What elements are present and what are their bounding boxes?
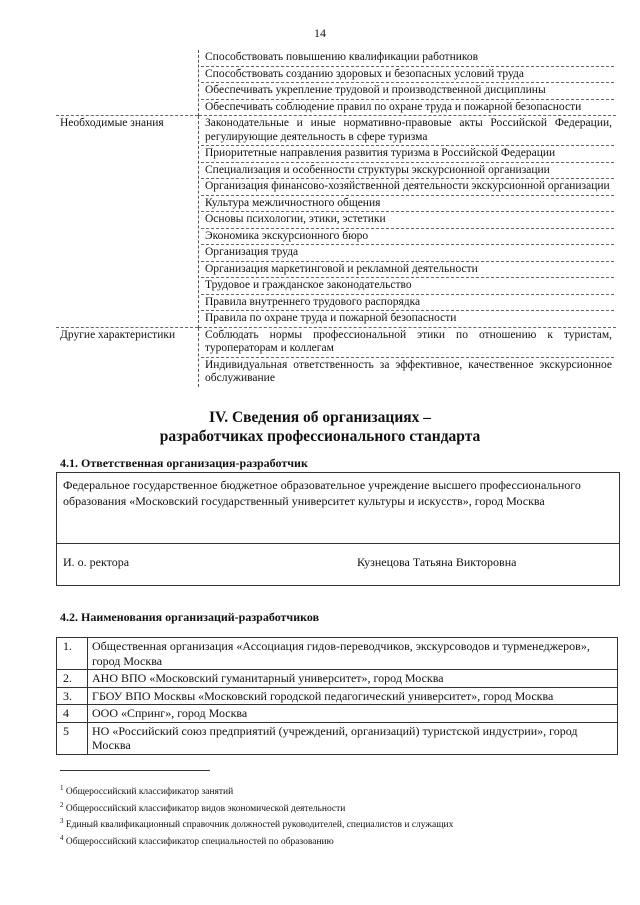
developer-row xyxy=(57,638,618,670)
competency-label xyxy=(56,50,199,116)
competency-label: Необходимые знания xyxy=(60,117,164,129)
competency-item: Основы психологии, этики, эстетики xyxy=(201,212,614,229)
competency-item: Организация финансово-хозяйственной деятельности экскурсионной организации xyxy=(201,179,614,196)
footnote xyxy=(60,799,453,816)
page-number: 14 xyxy=(314,26,326,40)
competency-item: Культура межличностного общения xyxy=(201,196,614,213)
footnote-mark: 4 xyxy=(60,833,64,842)
developer-row xyxy=(57,687,618,705)
section-title-line2: разработчиках профессионального стандарта xyxy=(159,428,481,445)
developers-table xyxy=(56,637,618,755)
competency-items xyxy=(199,116,617,328)
footnote xyxy=(60,815,453,832)
footnote-mark: 2 xyxy=(60,800,64,809)
developer-number: 2. xyxy=(57,670,88,688)
developer-row xyxy=(57,670,618,688)
footnote-text: Общероссийский классификатор занятий xyxy=(65,787,234,798)
competency-item: Экономика экскурсионного бюро xyxy=(201,229,614,246)
developer-name: ГБОУ ВПО Москвы «Московский городской педагогический университет», город Москва xyxy=(88,687,618,705)
competency-item: Индивидуальная ответственность за эффективное, качественное экскурсионное обслуживание xyxy=(205,358,612,384)
developer-number: 4 xyxy=(57,705,88,723)
competency-item: Обеспечивать соблюдение правил по охране труда и пожарной безопасности xyxy=(205,100,582,113)
competency-item: Правила по охране труда и пожарной безопасности xyxy=(205,312,457,324)
footnote-text: Единый квалификационный справочник должностей руководителей, специалистов и служащих xyxy=(65,820,454,831)
developer-name: Общественная организация «Ассоциация гидов-переводчиков, экскурсоводов и турменеджеров», город Москва xyxy=(88,638,618,670)
competency-items xyxy=(199,50,617,116)
signatory-name: Кузнецова Татьяна Викторовна xyxy=(357,555,517,569)
competency-item: Способствовать созданию здоровых и безопасных условий труда xyxy=(201,67,614,84)
developers-heading: 4.2. Наименования организаций-разработчиков xyxy=(60,610,320,624)
developer-name: АНО ВПО «Московский гуманитарный университет», город Москва xyxy=(88,670,618,688)
responsible-org-text: Федеральное государственное бюджетное образовательное учреждение высшего профессионального образования «Московский государственный университет культуры и искусств», город Москва xyxy=(63,478,581,508)
competency-item: Правила внутреннего трудового распорядка xyxy=(201,295,614,312)
developer-row xyxy=(57,722,618,754)
developer-number: 1. xyxy=(57,638,88,670)
competency-table xyxy=(56,50,616,387)
responsible-org-box xyxy=(56,472,620,586)
competency-item: Приоритетные направления развития туризма в Российской Федерации xyxy=(201,146,614,163)
developer-row xyxy=(57,705,618,723)
footnote-text: Общероссийский классификатор специальностей по образованию xyxy=(65,837,334,848)
competency-items xyxy=(199,327,617,387)
competency-item: Законодательные и иные нормативно-правовые акты Российской Федерации, регулирующие деятельность в сфере туризма xyxy=(201,116,614,146)
footnote-mark: 3 xyxy=(60,817,64,826)
developer-number: 3. xyxy=(57,687,88,705)
footnotes xyxy=(60,782,453,849)
footnote-mark: 1 xyxy=(60,784,64,792)
competency-row xyxy=(56,50,616,116)
competency-item: Организация труда xyxy=(201,245,614,262)
competency-label: Другие характеристики xyxy=(60,328,176,341)
signatory-position: И. о. ректора xyxy=(63,555,130,569)
footnote-divider xyxy=(60,770,210,771)
footnote xyxy=(60,782,453,799)
competency-item: Специализация и особенности структуры экскурсионной организации xyxy=(201,163,614,180)
section-title-line1: IV. Сведения об организациях – xyxy=(208,409,432,426)
competency-row xyxy=(56,116,616,328)
footnote-text: Общероссийский классификатор видов экономической деятельности xyxy=(65,803,346,814)
developer-number: 5 xyxy=(57,722,88,754)
section-title xyxy=(0,408,640,446)
competency-item: Организация маркетинговой и рекламной деятельности xyxy=(201,262,614,279)
competency-row xyxy=(56,327,616,387)
competency-item: Трудовое и гражданское законодательство xyxy=(201,278,614,295)
developer-name: НО «Российский союз предприятий (учреждений, организаций) туристской индустрии», город Москва xyxy=(88,722,618,754)
footnote xyxy=(60,832,453,849)
developer-name: ООО «Спринг», город Москва xyxy=(88,705,618,723)
responsible-heading: 4.1. Ответственная организация-разработчик xyxy=(60,456,308,470)
competency-item: Способствовать повышению квалификации работников xyxy=(201,50,614,67)
competency-item: Соблюдать нормы профессиональной этики по отношению к туристам, туроператорам и коллегам xyxy=(201,328,614,358)
competency-item: Обеспечивать укрепление трудовой и производственной дисциплины xyxy=(201,83,614,100)
